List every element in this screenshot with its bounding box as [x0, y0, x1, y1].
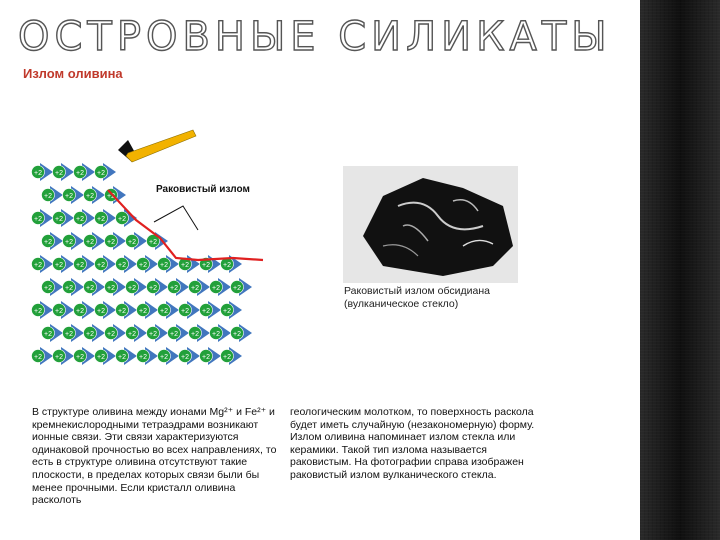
ion-label: +2: [65, 285, 73, 292]
fracture-label: Раковистый излом: [156, 184, 250, 195]
ion-label: +2: [160, 262, 168, 269]
ion-label: +2: [149, 331, 157, 338]
ion-label: +2: [139, 262, 147, 269]
ion-label: +2: [118, 354, 126, 361]
ion-label: +2: [34, 262, 42, 269]
ion-label: +2: [86, 285, 94, 292]
ion-label: +2: [139, 308, 147, 315]
ion-label: +2: [118, 216, 126, 223]
ion-label: +2: [170, 285, 178, 292]
ion-label: +2: [44, 239, 52, 246]
ion-label: +2: [128, 239, 136, 246]
ion-label: +2: [76, 262, 84, 269]
ion-label: +2: [34, 354, 42, 361]
ion-label: +2: [97, 308, 105, 315]
ion-label: +2: [86, 193, 94, 200]
ion-label: +2: [97, 170, 105, 177]
ion-label: +2: [65, 239, 73, 246]
ion-label: +2: [181, 308, 189, 315]
ion-label: +2: [65, 193, 73, 200]
ion-label: +2: [107, 193, 115, 200]
ion-label: +2: [149, 239, 157, 246]
ion-label: +2: [170, 331, 178, 338]
hammer-icon: [118, 130, 196, 162]
ion-label: +2: [44, 285, 52, 292]
ion-label: +2: [55, 262, 63, 269]
ion-label: +2: [34, 170, 42, 177]
ion-label: +2: [44, 193, 52, 200]
ion-label: +2: [107, 285, 115, 292]
ion-label: +2: [107, 331, 115, 338]
ion-label: +2: [107, 239, 115, 246]
ion-label: +2: [118, 308, 126, 315]
body-text-right: геологическим молотком, то поверхность раскола будет иметь случайную (незакономерную) форму. Излом оливина напоминает излом стекла или керамики. Такой тип излома называется раковистым. На фотографии справа изображен раковистый излом вулканического стекла.: [290, 406, 535, 481]
ion-label: +2: [212, 285, 220, 292]
ion-label: +2: [34, 308, 42, 315]
ion-label: +2: [76, 354, 84, 361]
ion-label: +2: [139, 354, 147, 361]
body-text-left: В структуре оливина между ионами Mg²⁺ и Fe²⁺ и кремнекислородными тетраэдрами возникают ионные связи. Эти связи характеризуются одинаковой прочностью во всех направлениях, то есть в структуре оливина отсутствуют такие плоскости, в пределах которых связи были бы менее прочными. Если кристалл оливина расколоть: [32, 406, 277, 507]
ion-label: +2: [223, 262, 231, 269]
slide-subtitle: Излом оливина: [23, 66, 123, 81]
decorative-sidebar: [640, 0, 720, 540]
ion-label: +2: [34, 216, 42, 223]
fracture-pointer: [154, 206, 198, 230]
ion-label: +2: [65, 331, 73, 338]
ion-label: +2: [181, 262, 189, 269]
ion-label: +2: [76, 308, 84, 315]
ion-label: +2: [128, 331, 136, 338]
ion-label: +2: [97, 354, 105, 361]
ion-label: +2: [233, 285, 241, 292]
photo-caption-line2: (вулканическое стекло): [344, 298, 459, 310]
ion-label: +2: [223, 354, 231, 361]
ion-label: +2: [86, 331, 94, 338]
ion-label: +2: [118, 262, 126, 269]
ion-label: +2: [76, 170, 84, 177]
ion-label: +2: [202, 354, 210, 361]
ion-label: +2: [191, 285, 199, 292]
ion-label: +2: [233, 331, 241, 338]
photo-caption-line1: Раковистый излом обсидиана: [344, 285, 490, 297]
ion-label: +2: [44, 331, 52, 338]
photo-caption: [344, 285, 490, 311]
slide-title: ОСТРОВНЫЕ СИЛИКАТЫ: [18, 14, 612, 60]
ion-label: +2: [160, 354, 168, 361]
ion-label: +2: [128, 285, 136, 292]
olivine-fracture-diagram: [28, 120, 328, 370]
ion-label: +2: [223, 308, 231, 315]
ion-label: +2: [181, 354, 189, 361]
ion-label: +2: [160, 308, 168, 315]
ion-label: +2: [55, 170, 63, 177]
ion-label: +2: [97, 216, 105, 223]
ion-label: +2: [202, 262, 210, 269]
ion-label: +2: [76, 216, 84, 223]
ion-label: +2: [212, 331, 220, 338]
ion-label: +2: [55, 308, 63, 315]
fracture-line: [108, 190, 263, 260]
ion-label: +2: [55, 216, 63, 223]
ion-label: +2: [97, 262, 105, 269]
ion-label: +2: [202, 308, 210, 315]
ion-label: +2: [191, 331, 199, 338]
ion-label: +2: [86, 239, 94, 246]
obsidian-photo: [343, 166, 518, 283]
ion-label: +2: [55, 354, 63, 361]
ion-label: +2: [149, 285, 157, 292]
